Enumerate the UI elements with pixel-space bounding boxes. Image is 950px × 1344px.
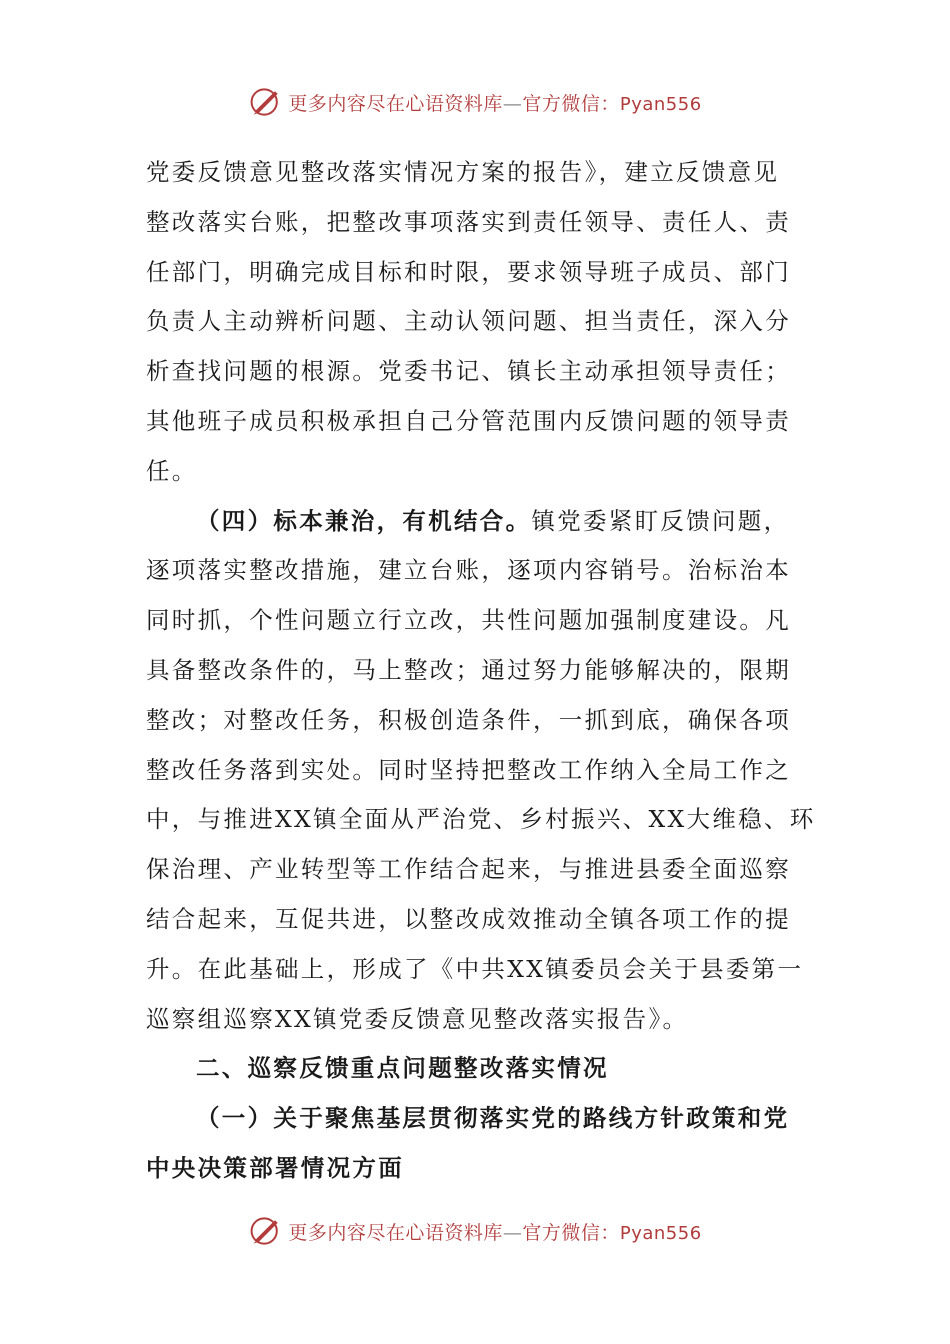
paragraph-line: 任部门，明确完成目标和时限，要求领导班子成员、部门 (146, 257, 791, 286)
paragraph-line: 巡察组巡察XX镇党委反馈意见整改落实报告》。 (146, 1004, 689, 1033)
document-body (146, 148, 816, 1194)
paragraph-line: （四）标本兼治，有机结合。镇党委紧盯反馈问题， (196, 506, 790, 535)
banner-official-label: 官方微信： (522, 1221, 620, 1244)
banner-wechat-id: Pyan556 (619, 93, 702, 115)
banner-separator: — (502, 1221, 523, 1244)
banner-wechat-id: Pyan556 (619, 1222, 702, 1244)
header-banner (0, 82, 950, 122)
banner-site-name: 更多内容尽在心语资料库 (288, 92, 503, 115)
paragraph-line: 党委反馈意见整改落实情况方案的报告》，建立反馈意见 (146, 158, 780, 186)
paragraph-line: 逐项落实整改措施，建立台账，逐项内容销号。治标治本 (146, 556, 791, 585)
paragraph-line: 其他班子成员积极承担自己分管范围内反馈问题的领导责 (146, 406, 791, 435)
paragraph-line: 析查找问题的根源。党委书记、镇长主动承担领导责任； (146, 357, 791, 386)
banner-text (288, 89, 701, 116)
quill-pen-logo-icon (248, 84, 284, 120)
paragraph-line: 结合起来，互促共进，以整改成效推动全镇各项工作的提 (146, 904, 791, 933)
paragraph-line: 负责人主动辨析问题、主动认领问题、担当责任，深入分 (146, 307, 791, 336)
paragraph-line: 整改；对整改任务，积极创造条件，一抓到底，确保各项 (146, 705, 791, 734)
paragraph-line: 具备整改条件的，马上整改；通过努力能够解决的，限期 (146, 655, 791, 684)
section-heading: 二、巡察反馈重点问题整改落实情况 (196, 1054, 609, 1083)
subsection-heading-cont: 中央决策部署情况方面 (146, 1153, 404, 1182)
paragraph-line: 中，与推进XX镇全面从严治党、乡村振兴、XX大维稳、环 (146, 805, 816, 834)
banner-official-label: 官方微信： (522, 92, 620, 115)
paragraph-line: 整改任务落到实处。同时坚持把整改工作纳入全局工作之 (146, 755, 791, 784)
paragraph-line: 保治理、产业转型等工作结合起来，与推进县委全面巡察 (146, 855, 791, 884)
paragraph-line: 任。 (146, 456, 198, 485)
paragraph-line: 同时抓，个性问题立行立改，共性问题加强制度建设。凡 (146, 606, 791, 635)
paragraph-line: 升。在此基础上，形成了《中共XX镇委员会关于县委第一 (146, 954, 804, 983)
footer-banner (0, 1211, 950, 1251)
subsection-heading: （一）关于聚焦基层贯彻落实党的路线方针政策和党 (196, 1104, 790, 1133)
paragraph-line: 整改落实台账，把整改事项落实到责任领导、责任人、责 (146, 207, 791, 236)
section-lead-heading: （四）标本兼治，有机结合。 (196, 506, 532, 535)
banner-text (288, 1218, 701, 1245)
banner-separator: — (502, 92, 523, 115)
quill-pen-logo-icon (248, 1213, 284, 1249)
banner-site-name: 更多内容尽在心语资料库 (288, 1221, 503, 1244)
